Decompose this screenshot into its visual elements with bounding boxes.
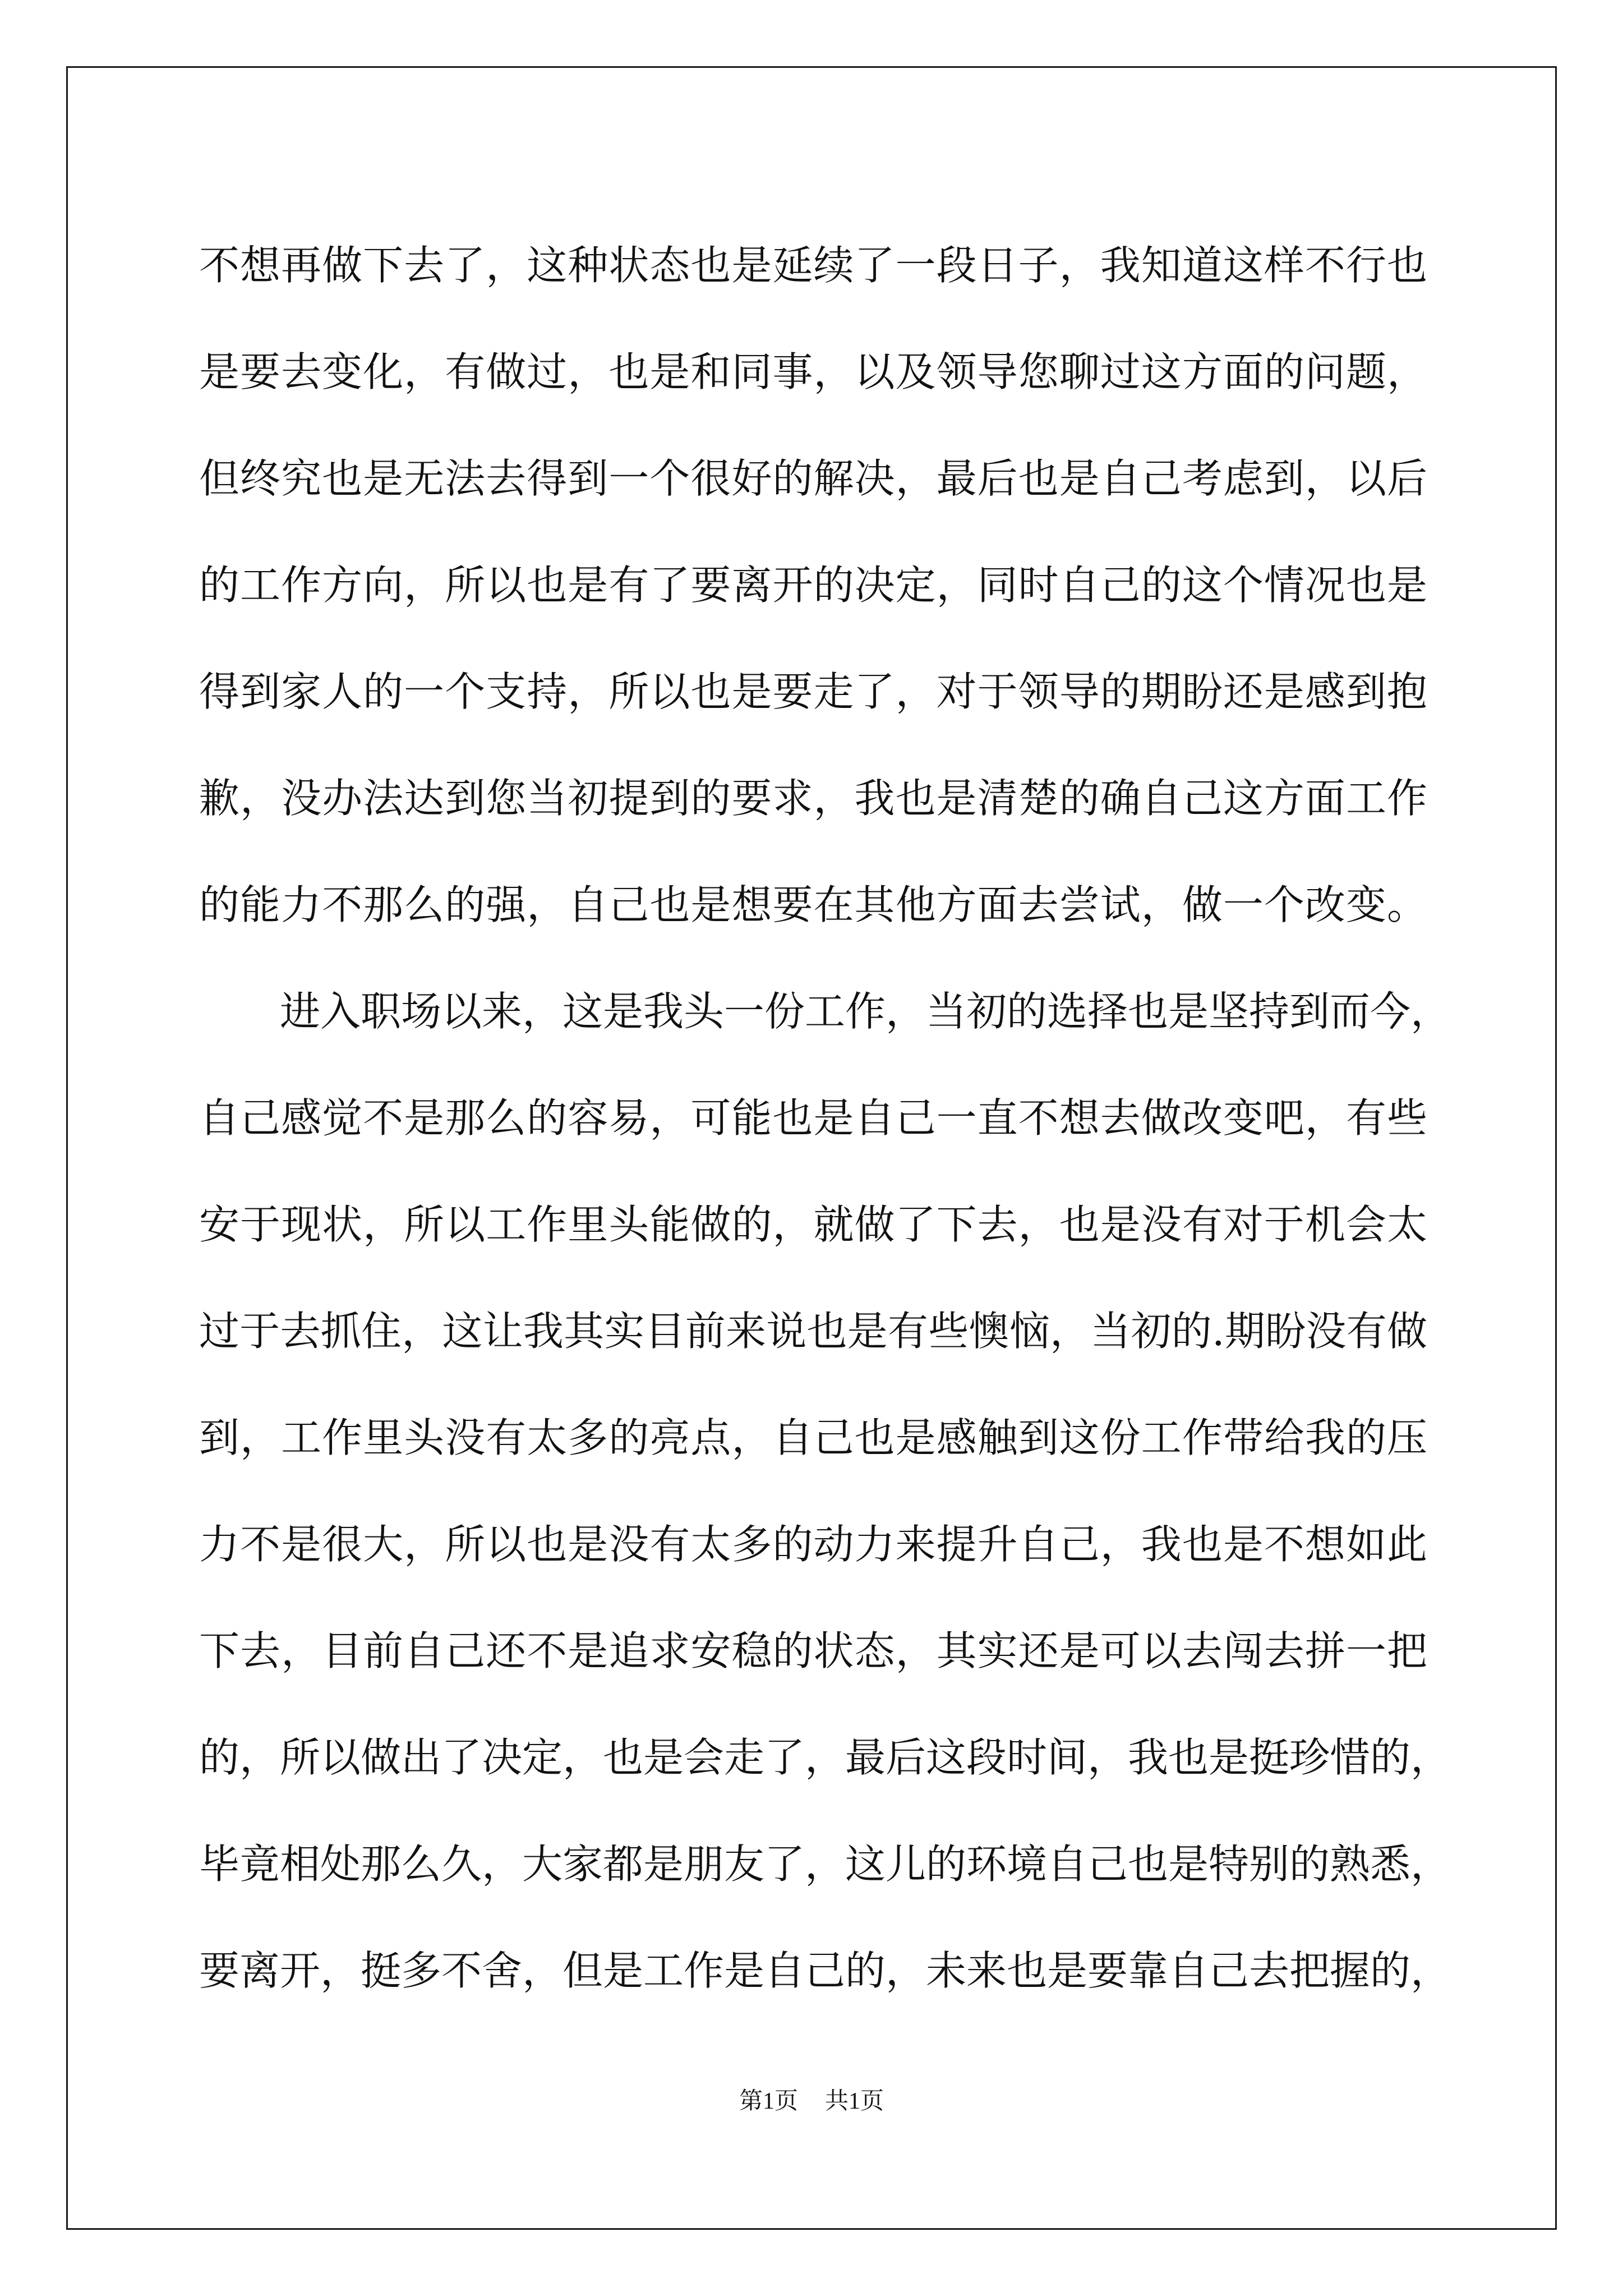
text-line: 安于现状，所以工作里头能做的，就做了下去，也是没有对于机会太 — [199, 1201, 1427, 1248]
text-line: 是要去变化，有做过，也是和同事，以及领导您聊过这方面的问题， — [199, 348, 1427, 395]
text-line: 过于去抓住，这让我其实目前来说也是有些懊恼，当初的.期盼没有做 — [199, 1308, 1427, 1355]
page-footer — [0, 2082, 1623, 2116]
text-line: 力不是很大，所以也是没有太多的动力来提升自己，我也是不想如此 — [199, 1521, 1427, 1568]
paragraph-first-line: 进入职场以来，这是我头一份工作，当初的选择也是坚持到而今， — [280, 988, 1451, 1035]
text-line: 的工作方向，所以也是有了要离开的决定，同时自己的这个情况也是 — [199, 562, 1427, 609]
text-line: 得到家人的一个支持，所以也是要走了，对于领导的期盼还是感到抱 — [199, 668, 1427, 715]
document-body — [199, 212, 1451, 2024]
text-line: 到，工作里头没有太多的亮点，自己也是感触到这份工作带给我的压 — [199, 1414, 1427, 1461]
text-line: 毕竟相处那么久，大家都是朋友了，这儿的环境自己也是特别的熟悉， — [199, 1841, 1451, 1888]
text-line: 但终究也是无法去得到一个很好的解决，最后也是自己考虑到，以后 — [199, 455, 1427, 502]
page-number-current: 第1页 — [739, 2088, 798, 2114]
text-line: 自己感觉不是那么的容易，可能也是自己一直不想去做改变吧，有些 — [199, 1094, 1427, 1142]
text-line: 歉，没办法达到您当初提到的要求，我也是清楚的确自己这方面工作 — [199, 775, 1427, 822]
text-line: 的，所以做出了决定，也是会走了，最后这段时间，我也是挺珍惜的， — [199, 1734, 1451, 1781]
page-number-total: 共1页 — [825, 2088, 884, 2114]
text-line: 的能力不那么的强，自己也是想要在其他方面去尝试，做一个改变。 — [199, 881, 1427, 928]
text-line: 要离开，挺多不舍，但是工作是自己的，未来也是要靠自己去把握的， — [199, 1947, 1451, 1994]
text-line: 下去，目前自己还不是追求安稳的状态，其实还是可以去闯去拼一把 — [199, 1627, 1427, 1674]
text-line: 不想再做下去了，这种状态也是延续了一段日子，我知道这样不行也 — [199, 242, 1427, 289]
